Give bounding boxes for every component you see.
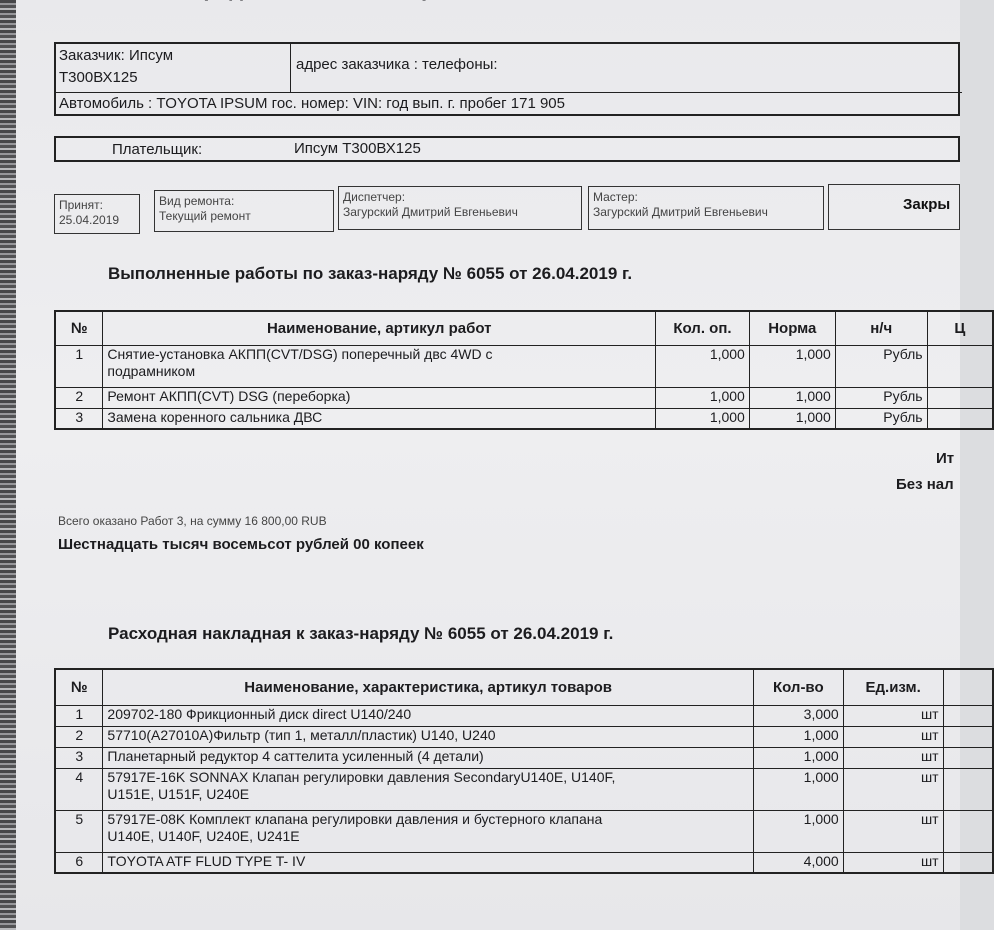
- row-number: 1: [55, 345, 103, 387]
- tax-label: Без нал: [896, 476, 954, 493]
- works-col-n: №: [55, 311, 103, 345]
- address-phone-label: адрес заказчика : телефоны:: [296, 56, 498, 73]
- works-header-row: [55, 311, 993, 345]
- row-qty: 1,000: [656, 408, 750, 429]
- works-col-qty: Кол. оп.: [656, 311, 750, 345]
- repair-type-label: Вид ремонта:: [159, 194, 235, 208]
- row-extra: [943, 747, 993, 768]
- row-unit: Рубль: [835, 387, 927, 408]
- row-number: 1: [55, 705, 103, 726]
- row-name: [103, 810, 753, 852]
- table-row: [55, 705, 993, 726]
- row-name: 57710(А27010А)Фильтр (тип 1, металл/пластик) U140, U240: [103, 726, 753, 747]
- master-value: Загурский Дмитрий Евгеньевич: [593, 205, 768, 219]
- payer-label: Плательщик:: [112, 141, 203, 158]
- row-extra: [943, 768, 993, 810]
- goods-col-qty: Кол-во: [753, 669, 843, 705]
- goods-col-n: №: [55, 669, 103, 705]
- row-unit: шт: [843, 705, 943, 726]
- row-unit: Рубль: [835, 408, 927, 429]
- row-unit: Рубль: [835, 345, 927, 387]
- document-sheet: [14, 0, 966, 930]
- row-norm: 1,000: [749, 408, 835, 429]
- amount-in-words: Шестнадцать тысяч восемьсот рублей 00 копеек: [58, 536, 424, 553]
- row-number: 2: [55, 387, 103, 408]
- row-name: TOYOTA ATF FLUD TYPE T- IV: [103, 852, 753, 873]
- row-qty: 1,000: [753, 768, 843, 810]
- table-row: [55, 387, 993, 408]
- works-table: [54, 310, 994, 430]
- row-unit: шт: [843, 768, 943, 810]
- table-row: [55, 810, 993, 852]
- row-name-line1: 57917E-16K SONNAX Клапан регулировки давления SecondaryU140E, U140F,: [107, 768, 616, 785]
- goods-col-extra: [943, 669, 993, 705]
- row-qty: 1,000: [753, 726, 843, 747]
- accepted-cell: [54, 194, 140, 234]
- payer-block: [54, 136, 960, 162]
- row-qty: 3,000: [753, 705, 843, 726]
- row-number: 2: [55, 726, 103, 747]
- dispatcher-cell: [338, 186, 582, 230]
- table-row: [55, 408, 993, 429]
- row-extra: [943, 726, 993, 747]
- row-unit: шт: [843, 810, 943, 852]
- document-title: [110, 0, 548, 2]
- row-number: 4: [55, 768, 103, 810]
- row-name: Планетарный редуктор 4 саттелита усиленный (4 детали): [103, 747, 753, 768]
- customer-block: [54, 42, 960, 116]
- works-col-unit: н/ч: [835, 311, 927, 345]
- row-extra: [943, 852, 993, 873]
- row-qty: 1,000: [656, 387, 750, 408]
- goods-header-row: [55, 669, 993, 705]
- row-number: 3: [55, 747, 103, 768]
- dispatcher-value: Загурский Дмитрий Евгеньевич: [343, 205, 518, 219]
- customer-code: Т300ВХ125: [59, 69, 138, 86]
- divider: [56, 92, 962, 93]
- works-col-price: Ц: [927, 311, 993, 345]
- row-norm: 1,000: [749, 387, 835, 408]
- row-name: Замена коренного сальника ДВС: [103, 408, 656, 429]
- table-row: [55, 852, 993, 873]
- accepted-date: 25.04.2019: [59, 213, 120, 227]
- row-price: [927, 387, 993, 408]
- row-name-line2: подрамником: [107, 362, 196, 379]
- row-number: 5: [55, 810, 103, 852]
- goods-col-unit: Ед.изм.: [843, 669, 943, 705]
- customer-label: Заказчик:: [59, 47, 125, 64]
- row-qty: 1,000: [753, 810, 843, 852]
- scan-edge: [0, 0, 16, 930]
- works-col-name: Наименование, артикул работ: [103, 311, 656, 345]
- row-qty: 1,000: [656, 345, 750, 387]
- row-unit: шт: [843, 747, 943, 768]
- accepted-label: Принят:: [59, 198, 103, 212]
- row-price: [927, 345, 993, 387]
- row-name-line1: Снятие-установка АКПП(CVT/DSG) поперечный двс 4WD с: [107, 345, 493, 362]
- goods-col-name: Наименование, характеристика, артикул товаров: [103, 669, 753, 705]
- row-name: Ремонт АКПП(CVT) DSG (переборка): [103, 387, 656, 408]
- total-label: Ит: [936, 450, 955, 467]
- master-label: Мастер:: [593, 190, 638, 204]
- works-col-norm: Норма: [749, 311, 835, 345]
- row-qty: 1,000: [753, 747, 843, 768]
- table-row: [55, 345, 993, 387]
- table-row: [55, 726, 993, 747]
- row-number: 6: [55, 852, 103, 873]
- row-name-line2: U140E, U140F, U240E, U241E: [107, 827, 300, 844]
- row-unit: шт: [843, 852, 943, 873]
- goods-heading: Расходная накладная к заказ-наряду № 6055 от 26.04.2019 г.: [108, 624, 614, 643]
- row-name-line1: 57917E-08K Комплект клапана регулировки давления и бустерного клапана: [107, 810, 603, 827]
- row-name: 209702-180 Фрикционный диск direct U140/240: [103, 705, 753, 726]
- table-row: [55, 747, 993, 768]
- car-line: Автомобиль : TOYOTA IPSUM гос. номер: VIN: год вып. г. пробег 171 905: [59, 95, 565, 112]
- row-norm: 1,000: [749, 345, 835, 387]
- customer-name: Ипсум: [128, 47, 174, 64]
- row-qty: 4,000: [753, 852, 843, 873]
- row-name-line2: U151E, U151F, U240E: [107, 785, 250, 802]
- row-name: [103, 768, 753, 810]
- row-number: 3: [55, 408, 103, 429]
- row-extra: [943, 810, 993, 852]
- dispatcher-label: Диспетчер:: [343, 190, 406, 204]
- repair-type-value: Текущий ремонт: [159, 209, 251, 223]
- closed-label: Закры: [903, 196, 951, 213]
- customer-cell: [56, 44, 291, 92]
- closed-cell: [828, 184, 960, 230]
- row-unit: шт: [843, 726, 943, 747]
- table-row: [55, 768, 993, 810]
- works-summary: Всего оказано Работ 3, на сумму 16 800,00 RUB: [58, 514, 327, 528]
- repair-type-cell: [154, 190, 334, 232]
- works-heading: Выполненные работы по заказ-наряду № 6055 от 26.04.2019 г.: [108, 264, 633, 283]
- row-extra: [943, 705, 993, 726]
- row-price: [927, 408, 993, 429]
- payer-value: Ипсум Т300ВХ125: [294, 140, 421, 157]
- row-name: [103, 345, 656, 387]
- master-cell: [588, 186, 824, 230]
- goods-table: [54, 668, 994, 874]
